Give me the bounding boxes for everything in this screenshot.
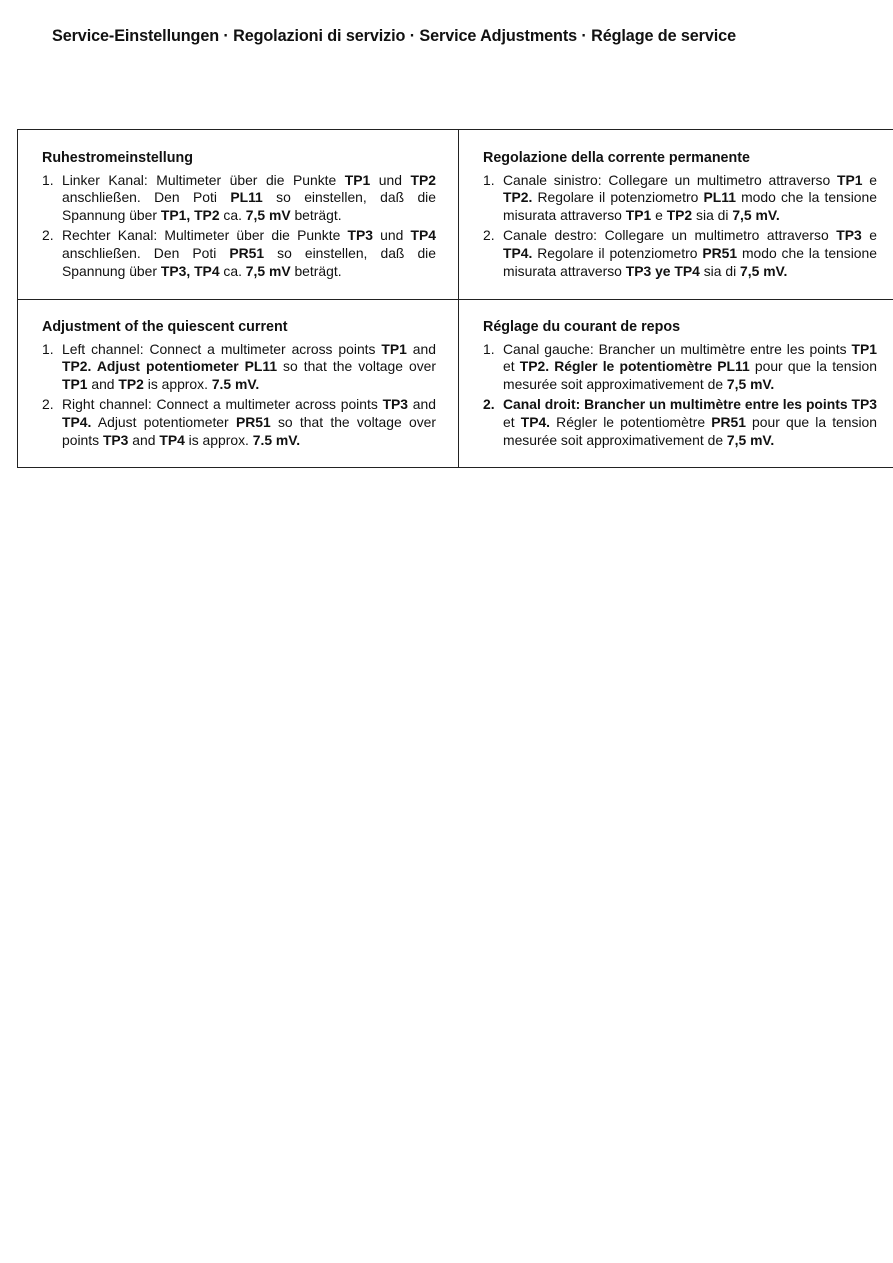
item-text: Left channel: Connect a multimeter across points TP1 and TP2. Adjust potentiometer PL11 so that the voltage over TP1 and TP2 is approx. 7.5 mV.: [62, 340, 436, 392]
item-number: 2.: [42, 396, 54, 413]
item-number: 1.: [42, 171, 54, 188]
instruction-item: [42, 227, 436, 280]
section-english: [42, 319, 436, 452]
instruction-item: [483, 396, 877, 449]
instruction-item: [42, 396, 436, 449]
item-text: Rechter Kanal: Multimeter über die Punkte TP3 und TP4 anschließen. Den Poti PR51 so einstellen, daß die Spannung über TP3, TP4 ca. 7,5 mV beträgt.: [62, 227, 436, 279]
section-heading: Adjustment of the quiescent current: [42, 319, 288, 335]
instruction-item: [483, 341, 877, 394]
section-heading: Regolazione della corrente permanente: [483, 150, 750, 166]
item-number: 2.: [483, 396, 495, 413]
instruction-list: [483, 172, 877, 281]
item-number: 1.: [483, 171, 495, 188]
item-text: Linker Kanal: Multimeter über die Punkte TP1 und TP2 anschließen. Den Poti PL11 so einstellen, daß die Spannung über TP1, TP2 ca. 7,5 mV beträgt.: [62, 171, 436, 223]
item-text: Canal gauche: Brancher un multimètre entre les points TP1 et TP2. Régler le potentiomètre PL11 pour que la tension mesurée soit approximativement de 7,5 mV.: [503, 340, 877, 392]
instruction-item: [483, 227, 877, 280]
instruction-item: [42, 341, 436, 394]
item-number: 1.: [42, 340, 54, 357]
item-text: Canal droit: Brancher un multimètre entre les points TP3 et TP4. Régler le potentiomètre PR51 pour que la tension mesurée soit approximativement de 7,5 mV.: [503, 396, 877, 448]
instruction-list: [42, 172, 436, 281]
row-divider: [18, 299, 893, 300]
instruction-item: [42, 172, 436, 225]
section-french: [483, 319, 877, 452]
service-adjustments-table: [17, 129, 893, 468]
instruction-item: [483, 172, 877, 225]
instruction-list: [42, 341, 436, 450]
section-heading: Réglage du courant de repos: [483, 319, 681, 335]
item-text: Canale sinistro: Collegare un multimetro attraverso TP1 e TP2. Regolare il potenziometro PL11 modo che la tensione misurata attraverso TP1 e TP2 sia di 7,5 mV.: [503, 171, 877, 223]
item-text: Right channel: Connect a multimeter across points TP3 and TP4. Adjust potentiometer PR51 so that the voltage over points TP3 and TP4 is approx. 7.5 mV.: [62, 396, 436, 448]
item-text: Canale destro: Collegare un multimetro attraverso TP3 e TP4. Regolare il potenziometro PR51 modo che la tensione misurata attraverso TP3 ye TP4 sia di 7,5 mV.: [503, 227, 877, 279]
item-number: 1.: [483, 340, 495, 357]
page-title: Service-Einstellungen · Regolazioni di servizio · Service Adjustments · Réglage de service: [52, 27, 736, 45]
section-german: [42, 150, 436, 283]
section-heading: Ruhestromeinstellung: [42, 150, 193, 166]
item-number: 2.: [483, 227, 495, 244]
section-italian: [483, 150, 877, 283]
instruction-list: [483, 341, 877, 450]
item-number: 2.: [42, 227, 54, 244]
